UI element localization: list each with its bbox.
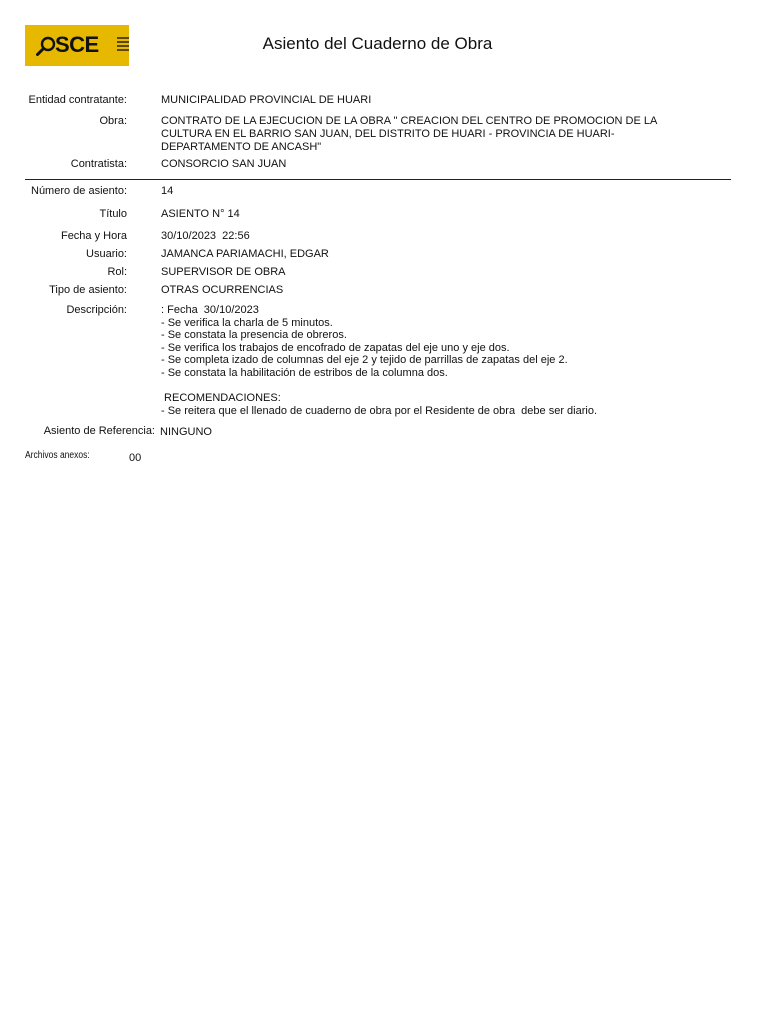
logo-text: SCE bbox=[55, 32, 99, 57]
descripcion-line bbox=[161, 380, 731, 393]
rol-value: SUPERVISOR DE OBRA bbox=[161, 266, 286, 278]
descripcion-line: - Se verifica los trabajos de encofrado de zapatas del eje uno y eje dos. bbox=[161, 341, 510, 354]
fecha-value: 30/10/2023 22:56 bbox=[161, 230, 250, 242]
descripcion-label: Descripción: bbox=[66, 304, 127, 316]
referencia-label: Asiento de Referencia: bbox=[43, 425, 155, 437]
numero-label: Número de asiento: bbox=[31, 185, 127, 197]
obra-label: Obra: bbox=[99, 115, 127, 127]
anexos-value: 00 bbox=[129, 452, 142, 464]
entidad-value: MUNICIPALIDAD PROVINCIAL DE HUARI bbox=[161, 94, 372, 106]
section-divider bbox=[25, 179, 731, 180]
titulo-value: ASIENTO N° 14 bbox=[161, 208, 240, 220]
usuario-value: JAMANCA PARIAMACHI, EDGAR bbox=[161, 248, 329, 260]
obra-line: DEPARTAMENTO DE ANCASH" bbox=[161, 141, 322, 153]
contratista-label: Contratista: bbox=[70, 158, 127, 170]
descripcion-line: : Fecha 30/10/2023 bbox=[161, 304, 259, 316]
contratista-value: CONSORCIO SAN JUAN bbox=[161, 158, 287, 170]
descripcion-line: - Se reitera que el llenado de cuaderno de obra por el Residente de obra debe ser diario. bbox=[161, 404, 598, 417]
descripcion-line: - Se verifica la charla de 5 minutos. bbox=[161, 316, 333, 329]
anexos-label: Archivos anexos: bbox=[25, 450, 90, 461]
referencia-value: NINGUNO bbox=[160, 426, 212, 438]
descripcion-line: - Se completa izado de columnas del eje 2 y tejido de parrillas de zapatas del eje 2. bbox=[161, 354, 568, 367]
descripcion-line: - Se constata la habilitación de estribos de la columna dos. bbox=[161, 366, 448, 379]
descripcion-value bbox=[161, 304, 731, 417]
fecha-label: Fecha y Hora bbox=[60, 230, 127, 242]
entidad-label: Entidad contratante: bbox=[28, 94, 127, 106]
obra-line: CONTRATO DE LA EJECUCION DE LA OBRA " CREACION DEL CENTRO DE PROMOCION DE LA bbox=[161, 115, 658, 127]
obra-line: CULTURA EN EL BARRIO SAN JUAN, DEL DISTRITO DE HUARI - PROVINCIA DE HUARI- bbox=[161, 128, 615, 140]
tipo-label: Tipo de asiento: bbox=[49, 284, 127, 296]
descripcion-line: RECOMENDACIONES: bbox=[161, 392, 281, 405]
obra-value bbox=[161, 115, 731, 154]
usuario-label: Usuario: bbox=[86, 248, 127, 260]
page-title: Asiento del Cuaderno de Obra bbox=[262, 34, 493, 53]
rol-label: Rol: bbox=[107, 266, 127, 278]
descripcion-line: - Se constata la presencia de obreros. bbox=[161, 329, 347, 342]
tipo-value: OTRAS OCURRENCIAS bbox=[161, 284, 284, 296]
titulo-label: Título bbox=[99, 208, 127, 220]
numero-value: 14 bbox=[161, 185, 174, 197]
